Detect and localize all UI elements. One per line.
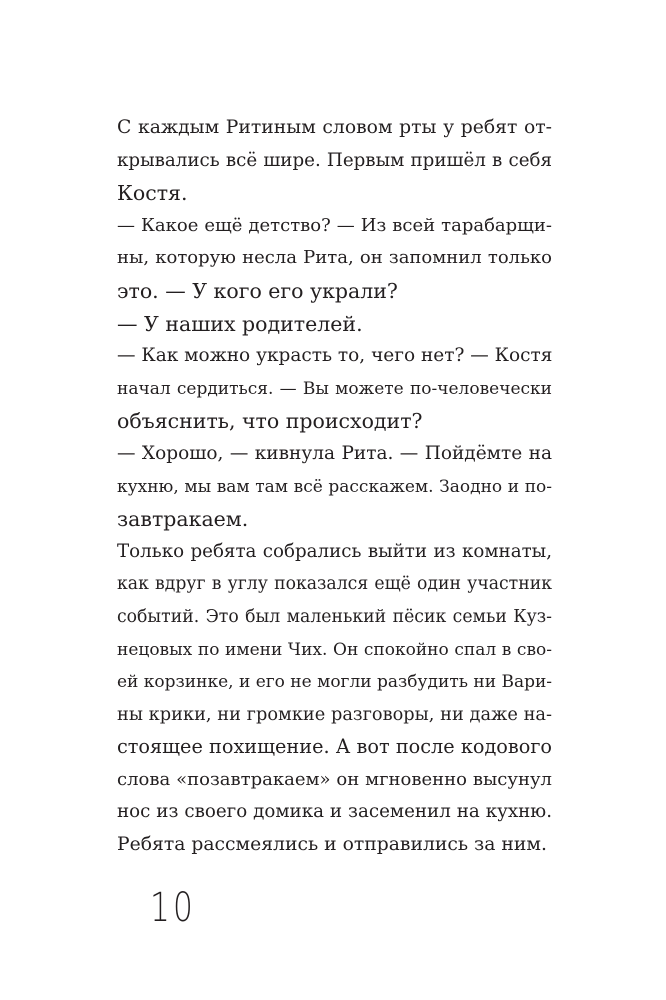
text-line: стоящее похищение. А вот после кодового bbox=[117, 735, 552, 759]
text-line: это. — У кого его украли? bbox=[117, 278, 398, 303]
text-line: ны, которую несла Рита, он запомнил только bbox=[117, 247, 552, 269]
text-line: — У наших родителей. bbox=[117, 311, 363, 336]
text-line: начал сердиться. — Вы можете по-человечески bbox=[117, 378, 552, 399]
text-line: Только ребята собрались выйти из комнаты, bbox=[117, 540, 552, 562]
text-line: Ребята рассмеялись и отправились за ним. bbox=[117, 834, 547, 856]
text-line: ей корзинке, и его не могли разбудить ни Вари- bbox=[117, 672, 553, 693]
text-line: объяснить, что происходит? bbox=[117, 409, 423, 434]
text-line: кухню, мы вам там всё расскажем. Заодно и по- bbox=[117, 476, 552, 497]
text-line: С каждым Ритиным словом рты у ребят от- bbox=[117, 117, 552, 138]
text-line: слова «позавтракаем» он мгновенно высунул bbox=[117, 768, 552, 790]
text-line: ны крики, ни громкие разговоры, ни даже на- bbox=[117, 704, 552, 725]
text-line: — Хорошо, — кивнула Рита. — Пойдёмте на bbox=[117, 442, 552, 464]
text-line: завтракаем. bbox=[117, 507, 249, 532]
text-line: Костя. bbox=[117, 181, 188, 206]
text-line: — Какое ещё детство? — Из всей тарабарщи- bbox=[117, 214, 552, 236]
text-line: как вдруг в углу показался ещё один участник bbox=[117, 574, 552, 595]
body-text bbox=[117, 112, 552, 862]
text-line: нос из своего домика и засеменил на кухню. bbox=[117, 801, 552, 823]
text-line: — Как можно украсть то, чего нет? — Костя bbox=[117, 345, 553, 367]
text-line: крывались всё шире. Первым пришёл в себя bbox=[117, 149, 552, 171]
text-line: нецовых по имени Чих. Он спокойно спал в сво- bbox=[117, 639, 552, 660]
text-line: событий. Это был маленький пёсик семьи Куз- bbox=[117, 606, 552, 627]
page-number: 10 bbox=[150, 885, 196, 931]
